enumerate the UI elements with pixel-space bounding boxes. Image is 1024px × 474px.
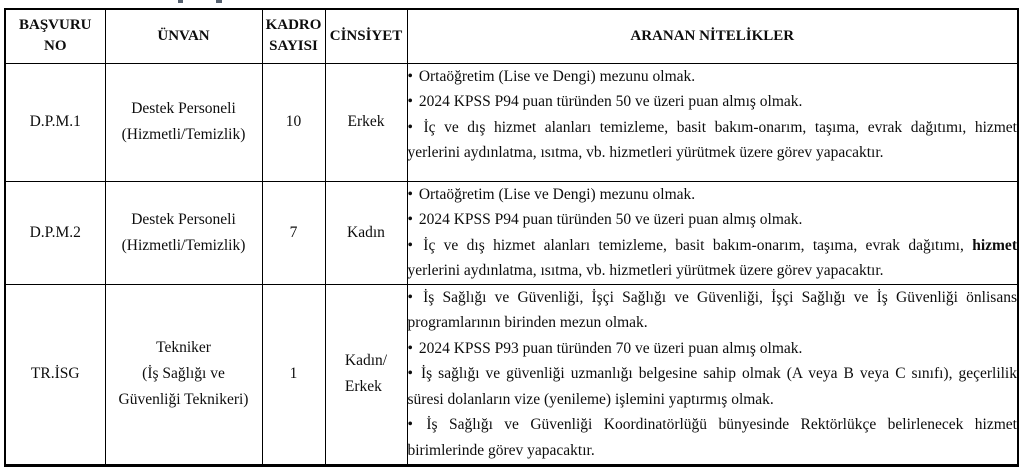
table-row-dpm1 [5, 63, 1018, 181]
requirement-item [408, 115, 1018, 166]
requirement-text: İş sağlığı ve güvenliği uzmanlığı belgesine sahip olmak (A veya B veya C sınıfı), geçerlilik süresi dolanların vize (yenileme) işlemini yaptırmış olmak. [407, 365, 1017, 408]
requirement-text: 2024 KPSS P93 puan türünden 70 ve üzeri puan almış olmak. [418, 339, 803, 357]
col-header-basvuru-no [5, 9, 105, 63]
requirement-text: yerlerini aydınlatma, ısıtma, vb. hizmetleri yürütmek üzere görev yapacaktır. [407, 262, 884, 279]
application-no-cell: D.P.M.2 [5, 181, 105, 284]
requirement-text: İç ve dış hizmet alanları temizleme, basit bakım-onarım, taşıma, evrak dağıtımı, hizmet yerlerini aydınlatma, ısıtma, vb. hizmetleri yürütmek üzere görev yapacaktır. [407, 118, 1017, 161]
text-line: NO [44, 38, 67, 55]
requirement-text: 2024 KPSS P94 puan türünden 50 ve üzeri puan almış olmak. [418, 93, 803, 110]
bullet-icon: • [407, 93, 417, 110]
text-line: SAYISI [269, 38, 318, 55]
requirement-item [408, 64, 1018, 90]
text-line: Erkek [344, 378, 382, 395]
gender-text [347, 109, 384, 135]
cropped-text-fragment [216, 0, 222, 3]
text-line: KADRO [265, 17, 322, 34]
requirement-text: İç ve dış hizmet alanları temizleme, basit bakım-onarım, taşıma, evrak dağıtımı, [423, 236, 973, 254]
text-line: (İş Sağlığı ve [142, 365, 225, 382]
quota-cell: 10 [262, 63, 325, 181]
job-postings-table [4, 8, 1019, 467]
bullet-icon: • [407, 67, 417, 85]
bullet-icon: • [407, 118, 422, 136]
title-cell [105, 284, 262, 465]
bullet-icon: • [407, 185, 417, 203]
text-line: Kadın [347, 223, 385, 241]
requirement-text: İş Sağlığı ve Güvenliği, İşçi Sağlığı ve Güvenliği, İşçi Sağlığı ve İş Güvenliği önlisans programlarının birinden mezun olmak. [407, 288, 1017, 331]
text-line: (Hizmetli/Temizlik) [121, 126, 246, 143]
gender-cell [325, 284, 407, 465]
requirement-text: Ortaöğretim (Lise ve Dengi) mezunu olmak. [418, 185, 696, 203]
bullet-icon: • [407, 288, 422, 306]
text-line: Erkek [347, 113, 385, 130]
application-no-cell: D.P.M.1 [5, 63, 105, 181]
requirement-item [408, 89, 1018, 115]
requirement-item [408, 412, 1018, 463]
title-cell [105, 181, 262, 284]
requirements-cell [407, 284, 1018, 465]
requirement-text: İş Sağlığı ve Güvenliği Koordinatörlüğü bünyesinde Rektörlükçe belirlenecek hizmet birimlerinde görev yapacaktır. [407, 416, 1017, 459]
table-row-dpm2 [5, 181, 1018, 284]
text-line: ARANAN NİTELİKLER [630, 27, 795, 44]
text-line: Destek Personeli [131, 100, 236, 117]
requirements-cell [407, 63, 1018, 181]
requirement-text: 2024 KPSS P94 puan türünden 50 ve üzeri puan almış olmak. [418, 211, 803, 228]
quota-cell: 7 [262, 181, 325, 284]
text-line: ÜNVAN [157, 27, 210, 44]
requirements-cell [407, 181, 1018, 284]
text-line: Tekniker [156, 339, 211, 356]
requirement-item [408, 233, 1018, 284]
col-header-aranan-nitelikler [407, 9, 1018, 63]
bullet-icon: • [407, 236, 422, 254]
gender-cell [325, 63, 407, 181]
gender-text [347, 220, 385, 246]
cropped-text-fragment [178, 0, 183, 3]
requirement-text: hizmet [972, 236, 1017, 254]
gender-cell [325, 181, 407, 284]
application-no-cell: TR.İSG [5, 284, 105, 465]
requirement-text: Ortaöğretim (Lise ve Dengi) mezunu olmak. [418, 67, 696, 85]
col-header-unvan [105, 9, 262, 63]
text-line: Destek Personeli [131, 210, 236, 228]
requirement-item [408, 207, 1018, 233]
requirement-item [408, 336, 1018, 362]
table-header-row [5, 9, 1018, 63]
text-line: BAŞVURU [18, 17, 92, 34]
title-cell [105, 63, 262, 181]
requirement-item [408, 361, 1018, 412]
gender-text [345, 348, 387, 400]
bullet-icon: • [407, 416, 425, 433]
col-header-kadro-sayisi [262, 9, 325, 63]
bullet-icon: • [407, 211, 417, 228]
bullet-icon: • [407, 365, 419, 382]
table-row-trisg [5, 284, 1018, 465]
text-line: (Hizmetli/Temizlik) [121, 236, 246, 254]
requirement-item [408, 285, 1018, 336]
text-line: Kadın/ [344, 352, 388, 369]
requirement-item [408, 182, 1018, 208]
text-line: CİNSİYET [329, 27, 403, 44]
bullet-icon: • [407, 339, 417, 357]
text-line: Güvenliği Teknikeri) [118, 391, 249, 408]
col-header-cinsiyet [325, 9, 407, 63]
quota-cell: 1 [262, 284, 325, 465]
